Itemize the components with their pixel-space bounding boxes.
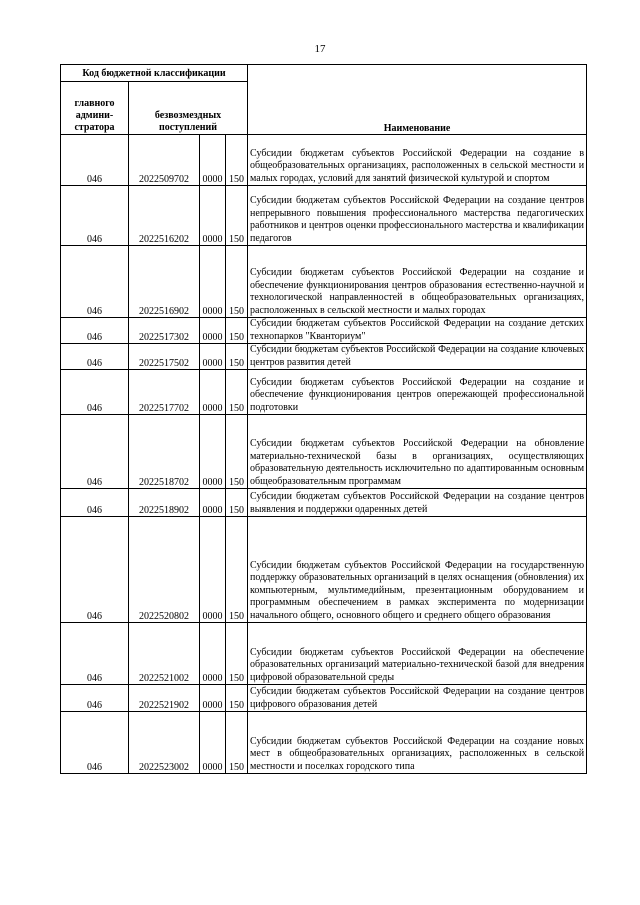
income-code: 2022521002: [129, 623, 200, 685]
income-code: 2022521902: [129, 685, 200, 712]
sub-code: 0000: [200, 623, 226, 685]
income-code: 2022517502: [129, 344, 200, 370]
sub-code: 0000: [200, 415, 226, 489]
row-name: Субсидии бюджетам субъектов Российской Федерации на обновление материально-технической базы в организациях, осуществляющих образовательную деятельность исключительно по адаптированным основным общеобразовательным программам: [248, 415, 587, 489]
kind-code: 150: [226, 623, 248, 685]
income-code: 2022516202: [129, 186, 200, 246]
header-income: безвозмездных поступлений: [129, 82, 248, 135]
kind-code: 150: [226, 685, 248, 712]
row-name: Субсидии бюджетам субъектов Российской Федерации на создание и обеспечение функционирования центров опережающей профессиональной подготовки: [248, 370, 587, 415]
kind-code: 150: [226, 415, 248, 489]
admin-code: 046: [61, 344, 129, 370]
kind-code: 150: [226, 370, 248, 415]
row-name: Субсидии бюджетам субъектов Российской Федерации на создание центров непрерывного повышения профессионального мастерства педагогических работников и центров оценки профессионального мастерства и квалификации педагогов: [248, 186, 587, 246]
kind-code: 150: [226, 135, 248, 186]
table-row: [61, 318, 587, 344]
admin-code: 046: [61, 517, 129, 623]
kind-code: 150: [226, 246, 248, 318]
kind-code: 150: [226, 712, 248, 774]
sub-code: 0000: [200, 186, 226, 246]
budget-classification-table: [60, 64, 587, 774]
table-row: [61, 415, 587, 489]
admin-code: 046: [61, 489, 129, 517]
sub-code: 0000: [200, 685, 226, 712]
income-code: 2022517302: [129, 318, 200, 344]
admin-code: 046: [61, 318, 129, 344]
income-code: 2022509702: [129, 135, 200, 186]
admin-code: 046: [61, 246, 129, 318]
admin-code: 046: [61, 712, 129, 774]
admin-code: 046: [61, 186, 129, 246]
row-name: Субсидии бюджетам субъектов Российской Федерации на обеспечение образовательных организаций материально-технической базой для внедрения цифровой образовательной среды: [248, 623, 587, 685]
sub-code: 0000: [200, 489, 226, 517]
sub-code: 0000: [200, 370, 226, 415]
income-code: 2022518902: [129, 489, 200, 517]
table-row: [61, 489, 587, 517]
sub-code: 0000: [200, 344, 226, 370]
admin-code: 046: [61, 415, 129, 489]
sub-code: 0000: [200, 318, 226, 344]
table-row: [61, 344, 587, 370]
table-row: [61, 517, 587, 623]
income-code: 2022523002: [129, 712, 200, 774]
table-row: [61, 712, 587, 774]
row-name: Субсидии бюджетам субъектов Российской Федерации на создание новых мест в общеобразовательных организациях, расположенных в сельской местности и поселках городского типа: [248, 712, 587, 774]
sub-code: 0000: [200, 135, 226, 186]
admin-code: 046: [61, 685, 129, 712]
kind-code: 150: [226, 186, 248, 246]
income-code: 2022518702: [129, 415, 200, 489]
row-name: Субсидии бюджетам субъектов Российской Федерации на государственную поддержку образовательных организаций в целях оснащения (обновления) их компьютерным, мультимедийным, презентационным оборудованием и программным обеспечением в рамках эксперимента по модернизации начального общего, основного общего и среднего общего образования: [248, 517, 587, 623]
sub-code: 0000: [200, 246, 226, 318]
row-name: Субсидии бюджетам субъектов Российской Федерации на создание ключевых центров развития детей: [248, 344, 587, 370]
kind-code: 150: [226, 517, 248, 623]
header-budget-code-group: Код бюджетной классификации: [61, 65, 248, 82]
income-code: 2022520802: [129, 517, 200, 623]
row-name: Субсидии бюджетам субъектов Российской Федерации на создание в общеобразовательных организациях, расположенных в сельской местности и малых городах, условий для занятий физической культурой и спортом: [248, 135, 587, 186]
kind-code: 150: [226, 318, 248, 344]
kind-code: 150: [226, 489, 248, 517]
admin-code: 046: [61, 135, 129, 186]
header-name: Наименование: [248, 65, 587, 135]
row-name: Субсидии бюджетам субъектов Российской Федерации на создание центров цифрового образования детей: [248, 685, 587, 712]
table-row: [61, 685, 587, 712]
income-code: 2022517702: [129, 370, 200, 415]
table-row: [61, 186, 587, 246]
sub-code: 0000: [200, 712, 226, 774]
kind-code: 150: [226, 344, 248, 370]
page-number: 17: [314, 43, 326, 55]
row-name: Субсидии бюджетам субъектов Российской Федерации на создание детских технопарков "Кванториум": [248, 318, 587, 344]
table-row: [61, 246, 587, 318]
admin-code: 046: [61, 370, 129, 415]
table-row: [61, 370, 587, 415]
sub-code: 0000: [200, 517, 226, 623]
table-row: [61, 623, 587, 685]
row-name: Субсидии бюджетам субъектов Российской Федерации на создание центров выявления и поддержки одаренных детей: [248, 489, 587, 517]
admin-code: 046: [61, 623, 129, 685]
header-admin: главного админи-стратора: [61, 82, 129, 135]
income-code: 2022516902: [129, 246, 200, 318]
table-row: [61, 135, 587, 186]
row-name: Субсидии бюджетам субъектов Российской Федерации на создание и обеспечение функционирования центров образования естественно-научной и технологической направленностей в общеобразовательных организациях, расположенных в сельской местности и малых городах: [248, 246, 587, 318]
